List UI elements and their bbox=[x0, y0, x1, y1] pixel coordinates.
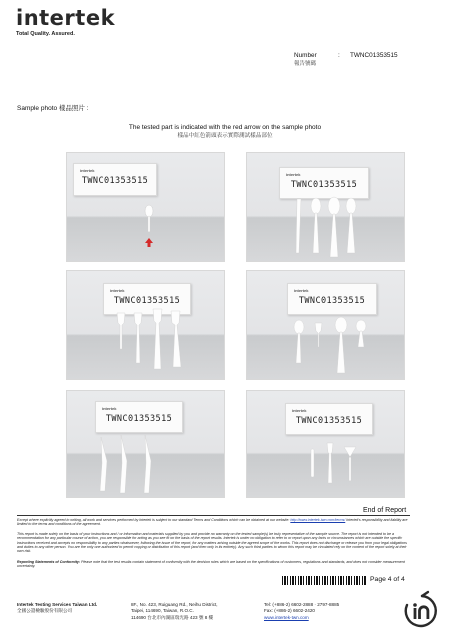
sample-photo-knives bbox=[66, 390, 225, 498]
end-of-report: End of Report bbox=[363, 507, 407, 514]
card-code: TWNC01353515 bbox=[113, 296, 181, 306]
legal-conformity-text: Please note that the test results contain statement of conformity with the decision rules which are based on the specifications of customers, regulations and standards, and does not consider measurement uncertainty. bbox=[17, 560, 405, 569]
page-number: Page 4 of 4 bbox=[370, 576, 405, 583]
sample-photo-label: Sample photo 樣品照片 : bbox=[17, 105, 89, 112]
card-brand: intertek bbox=[102, 406, 117, 411]
company-name: Intertek Testing Services Taiwan Ltd. bbox=[17, 602, 98, 607]
legal-terms bbox=[17, 518, 410, 527]
legal-terms-text: Except where explicitly agreed in writing, all work and services performed by Intertek is subject to our standard Terms and Conditions which can be obtained at our website: bbox=[17, 518, 290, 522]
telephone: Tel: (+886-2) 6602-2888 · 2797-8885 bbox=[264, 602, 340, 607]
card-brand: intertek bbox=[294, 288, 309, 293]
website-link[interactable]: www.intertek-twn.com bbox=[264, 614, 309, 620]
card-code: TWNC01353515 bbox=[81, 176, 149, 186]
terms-link[interactable]: http://www.intertek-twn.com/terms/ bbox=[290, 518, 346, 522]
card-brand: intertek bbox=[110, 288, 125, 293]
company-name-zh: 全國公證檢驗股份有限公司 bbox=[17, 608, 73, 614]
legal-terms-tail: Intertek's responsibility and liability are limited to the terms and conditions of the agreement. bbox=[17, 518, 408, 527]
knife-set bbox=[67, 391, 225, 498]
barcode-icon bbox=[282, 576, 366, 585]
spoon-item bbox=[67, 153, 225, 262]
legal-conformity bbox=[17, 560, 410, 569]
sample-photo-spoon bbox=[66, 152, 225, 262]
photo-caption-en: The tested part is indicated with the red arrow on the sample photo bbox=[128, 124, 322, 131]
report-number-block bbox=[294, 52, 398, 68]
intertek-in-logo-icon bbox=[398, 589, 442, 633]
address-line-2: Taipei, 114690, Taiwan, R.O.C. bbox=[131, 608, 194, 614]
footer-address bbox=[131, 602, 218, 621]
sample-photo-knife-spoons bbox=[246, 152, 405, 262]
footer-contact bbox=[264, 602, 339, 621]
report-number-label: Number bbox=[294, 52, 317, 59]
legal-disclaimer: This report is made solely on the basis of your instructions and / or information and materials supplied by you and provide no warranty on the tested sample(s) be truly representative of the sample source. The report is not intended to be a recommendation for any particular course of action, you are responsible for acting as you see fit on the basis of the report results. Intertek is under no obligation to refer to or report upon any facts or circumstances which are outside the specific instructions received and accepts no responsibility to any parties whatsoever, following the issue of the report, for any matters arising outside the agreed scope of the works. This report does not discharge or release you from your legal obligations and duties to any other person. You are the only one authorized to permit copying or distribution of this report (and then only in its entirety). Any such third parties to whom this report may be circulated rely on the content of the report solely at their own risk. bbox=[17, 532, 407, 554]
fork-set bbox=[67, 271, 225, 380]
report-number-label-zh: 報告號碼 bbox=[294, 61, 317, 67]
sample-photo-spoons-fork bbox=[246, 270, 405, 380]
card-code: TWNC01353515 bbox=[295, 416, 363, 426]
card-code: TWNC01353515 bbox=[290, 180, 358, 190]
card-brand: intertek bbox=[286, 172, 301, 177]
card-brand: intertek bbox=[292, 408, 307, 413]
card-code: TWNC01353515 bbox=[105, 414, 173, 424]
photo-caption-zh: 樣品中紅色箭頭表示實際測試樣品部位 bbox=[177, 133, 273, 139]
logo-tagline: Total Quality. Assured. bbox=[16, 31, 75, 37]
report-number-value: TWNC01353515 bbox=[350, 52, 398, 59]
cutlery-set-c bbox=[247, 391, 405, 498]
divider bbox=[17, 515, 410, 516]
cutlery-set-a bbox=[247, 153, 405, 262]
sample-photo-forks bbox=[66, 270, 225, 380]
logo-wordmark: intertek bbox=[16, 6, 116, 30]
sample-photo-small-cutlery bbox=[246, 390, 405, 498]
cutlery-set-b bbox=[247, 271, 405, 380]
report-number-colon: : bbox=[338, 52, 340, 59]
intertek-logo bbox=[16, 8, 115, 37]
red-arrow-icon bbox=[145, 238, 153, 247]
address-line-1: 8F., No. 423, Ruiguang Rd., Neihu District, bbox=[131, 602, 218, 607]
fax: Fax: (+886-2) 6602-2420 bbox=[264, 608, 315, 614]
card-code: TWNC01353515 bbox=[298, 296, 366, 306]
photo-caption bbox=[0, 123, 450, 141]
legal-conformity-title: Reporting Statements of Conformity: bbox=[17, 560, 81, 564]
footer-company bbox=[17, 602, 97, 615]
address-zh: 114690 台北市內湖區瑞光路 423 號 8 樓 bbox=[131, 614, 214, 620]
card-brand: intertek bbox=[80, 168, 95, 173]
